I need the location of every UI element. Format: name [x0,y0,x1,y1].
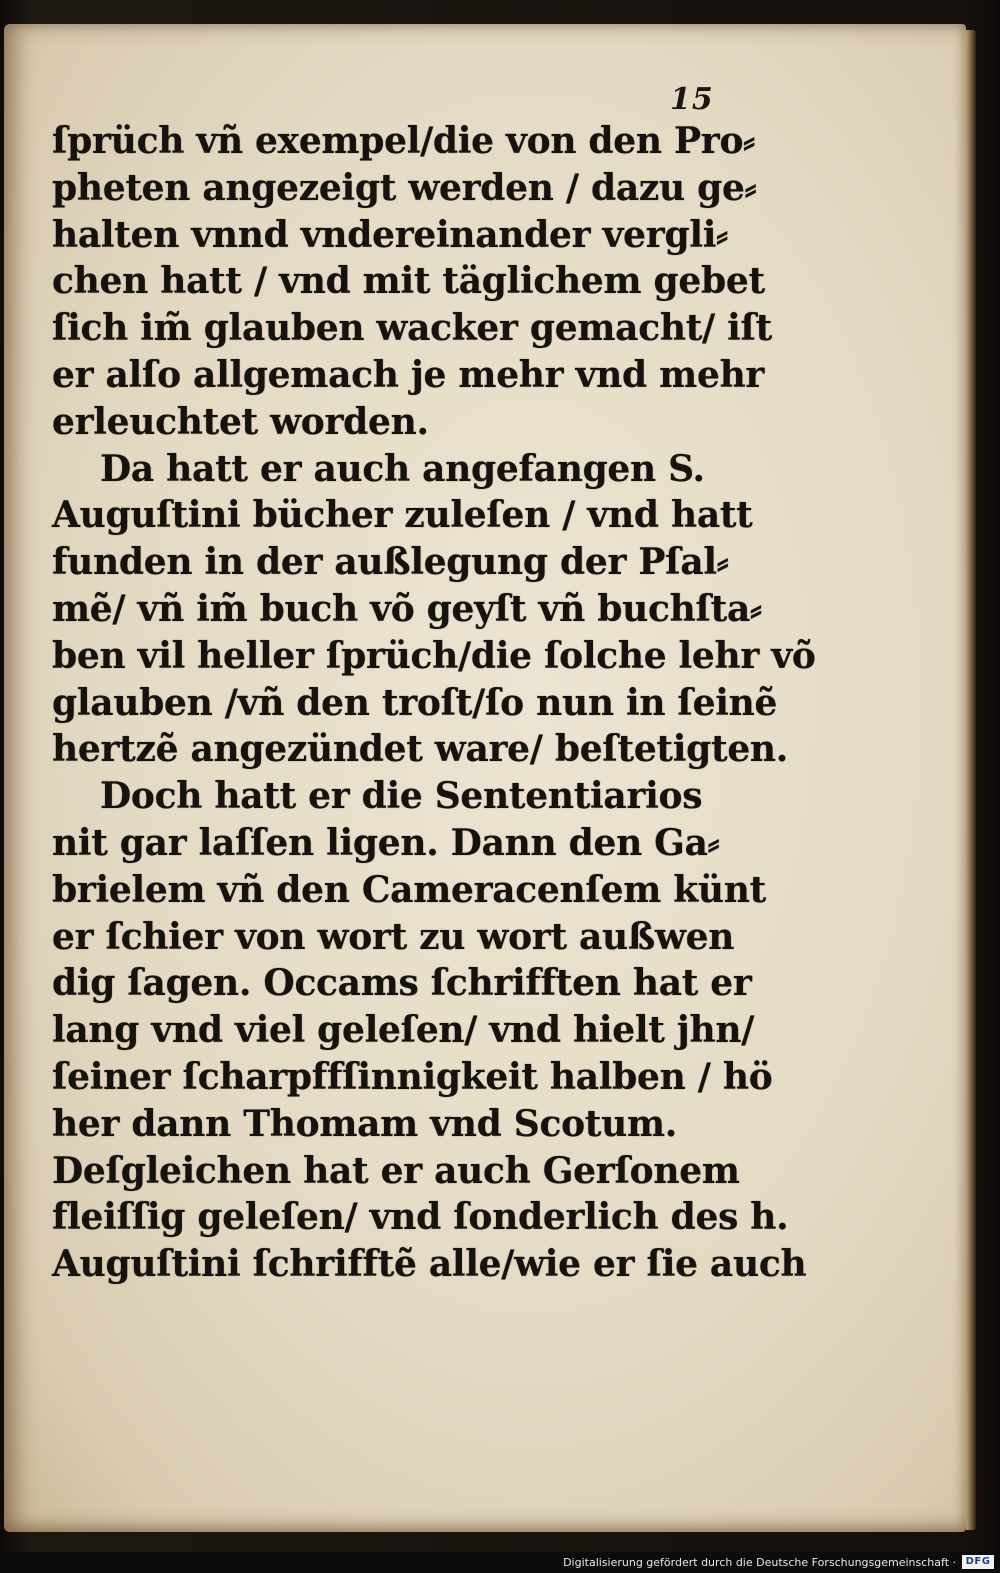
text-line: nit gar laſſen ligen. Dann den Ga⸗ [52,821,720,864]
text-line: dig ſagen. Occams ſchrifften hat er [52,962,752,1005]
text-line: Da hatt er auch angefangen S. [100,447,705,490]
text-line: glauben /vñ den troſt/ſo nun in ſeinẽ [52,681,778,724]
text-block [52,118,816,1288]
text-line: er alſo allgemach je mehr vnd mehr [52,353,765,396]
text-line: halten vnnd vndereinander vergli⸗ [52,213,728,256]
text-line: fleiſſig geleſen/ vnd ſonderlich des h. [52,1196,789,1239]
text-line: ſeiner ſcharpffſinnigkeit halben / hö [52,1055,773,1098]
text-line: Auguſtini ſchrifftẽ alle/wie er ſie auch [52,1243,807,1286]
text-line: lang vnd viel geleſen/ vnd hielt jhn/ [52,1009,755,1052]
text-line: ben vil heller ſprüch/die ſolche lehr võ [52,634,816,677]
text-line: er ſchier von wort zu wort außwen [52,915,735,958]
text-line: erleuchtet worden. [52,400,429,443]
page-number: 15 [670,82,714,117]
text-line: ſich im̃ glauben wacker gemacht/ iſt [52,307,772,350]
text-line: Deſgleichen hat er auch Gerſonem [52,1149,740,1192]
text-line: pheten angezeigt werden / dazu ge⸗ [52,166,757,209]
dfg-logo: DFG [962,1555,994,1569]
text-line: ſprüch vñ exempel/die von den Pro⸗ [52,120,755,162]
text-line: Doch hatt er die Sententiarios [100,775,703,818]
text-line: hertzẽ angezündet ware/ beſtetigten. [52,728,789,771]
text-line: Auguſtini bücher zuleſen / vnd hatt [52,494,753,537]
text-line: mẽ/ vñ im̃ buch võ geyſt vñ buchſta⸗ [52,587,762,630]
page-edge [966,30,976,1530]
text-line: chen hatt / vnd mit täglichem gebet [52,260,765,303]
text-line: funden in der außlegung der Pſal⸗ [52,541,729,584]
text-line: brielem vñ den Cameracenſem künt [52,868,766,911]
text-line: her dann Thomam vnd Scotum. [52,1102,678,1145]
digitization-credit: Digitalisierung gefördert durch die Deutsche Forschungsgemeinschaft · [563,1556,956,1569]
